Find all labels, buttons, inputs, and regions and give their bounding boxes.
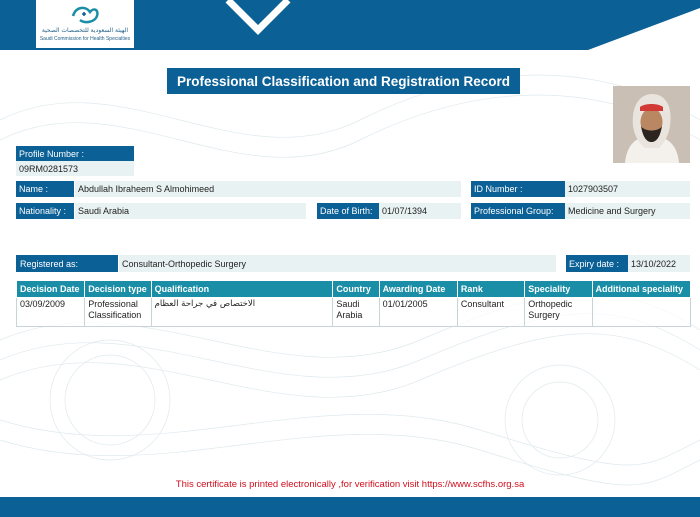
id-number-label: ID Number : <box>471 181 565 197</box>
profile-number-value: 09RM0281573 <box>16 161 134 176</box>
logo-english-text: Saudi Commission for Health Specialties <box>39 36 131 42</box>
col-speciality: Speciality <box>525 281 592 298</box>
logo-arabic-text: الهيئة السعودية للتخصصات الصحية <box>41 27 129 34</box>
cell-qualification: الاختصاص في جراحة العظام <box>151 298 333 327</box>
nationality-label: Nationality : <box>16 203 74 219</box>
cell-awarding-date: 01/01/2005 <box>379 298 457 327</box>
cell-rank: Consultant <box>457 298 524 327</box>
name-label: Name : <box>16 181 74 197</box>
cell-country: Saudi Arabia <box>333 298 379 327</box>
col-qualification: Qualification <box>151 281 333 298</box>
col-decision-date: Decision Date <box>17 281 85 298</box>
cell-decision-date: 03/09/2009 <box>17 298 85 327</box>
cell-additional-speciality <box>592 298 690 327</box>
table-header-row <box>17 281 691 298</box>
cell-speciality: Orthopedic Surgery <box>525 298 592 327</box>
col-rank: Rank <box>457 281 524 298</box>
page-title: Professional Classification and Registration Record <box>167 68 520 94</box>
profile-photo <box>613 86 690 163</box>
registered-as-label: Registered as: <box>16 255 118 272</box>
classification-table <box>16 280 691 327</box>
verification-note: This certificate is printed electronically ,for verification visit https://www.scfhs.org.sa <box>175 479 525 490</box>
expiry-date-value: 13/10/2022 <box>628 255 690 272</box>
dob-label: Date of Birth: <box>317 203 379 219</box>
id-number-value: 1027903507 <box>565 181 690 197</box>
nationality-value: Saudi Arabia <box>75 203 306 219</box>
name-value: Abdullah Ibraheem S Almohimeed <box>75 181 461 197</box>
logo-emblem-icon <box>70 4 100 26</box>
col-additional-speciality: Additional speciality <box>592 281 690 298</box>
cell-decision-type: Professional Classification <box>85 298 151 327</box>
professional-group-value: Medicine and Surgery <box>565 203 690 219</box>
footer-band <box>0 497 700 517</box>
col-decision-type: Decision type <box>85 281 151 298</box>
col-awarding-date: Awarding Date <box>379 281 457 298</box>
registered-as-value: Consultant-Orthopedic Surgery <box>119 255 556 272</box>
scfhs-logo <box>36 0 134 48</box>
professional-group-label: Professional Group: <box>471 203 565 219</box>
table-row <box>17 298 691 327</box>
col-country: Country <box>333 281 379 298</box>
dob-value: 01/07/1394 <box>379 203 461 219</box>
profile-number-label: Profile Number : <box>16 146 134 161</box>
expiry-date-label: Expiry date : <box>566 255 628 272</box>
